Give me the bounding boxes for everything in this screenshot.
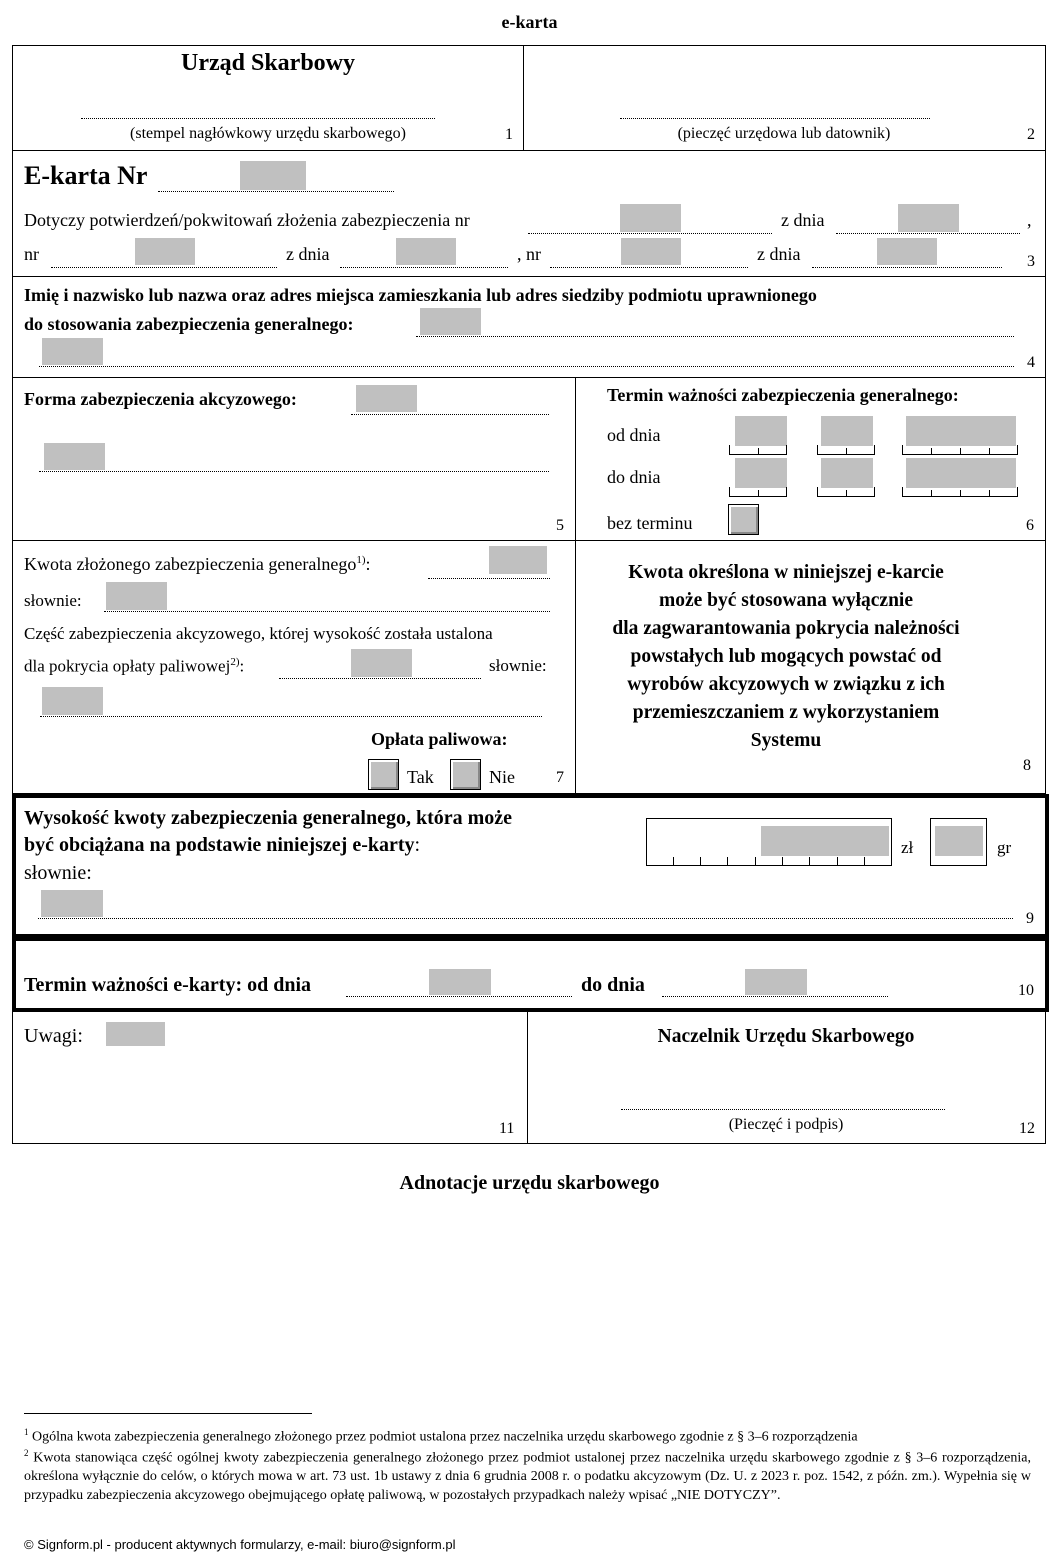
receipt-nr-1-line — [528, 233, 772, 234]
entity-address-field[interactable] — [42, 338, 103, 365]
annotations-heading: Adnotacje urzędu skarbowego — [399, 1172, 660, 1194]
validity-from-year-comb — [902, 445, 1018, 455]
security-form-field[interactable] — [356, 385, 417, 412]
validity-to-day-field[interactable] — [735, 458, 787, 488]
entity-label-line-1: Imię i nazwisko lub nazwa oraz adres miejsca zamieszkania lub adres siedziby podmiotu uprawnionego — [24, 285, 817, 305]
stamp-dotted-line — [81, 118, 435, 119]
from-date-label-3: z dnia — [757, 244, 801, 264]
section-number-4: 4 — [1027, 354, 1035, 371]
validity-from-day-comb — [729, 445, 787, 455]
validity-from-day-field[interactable] — [735, 416, 787, 446]
ecard-amount-in-words-field[interactable] — [41, 890, 103, 917]
validity-to-year-field[interactable] — [906, 458, 1016, 488]
entity-line-2 — [39, 366, 1014, 367]
signature-line — [621, 1109, 945, 1110]
validity-to-day-comb — [729, 487, 787, 497]
head-of-office-heading: Naczelnik Urzędu Skarbowego — [657, 1026, 915, 1047]
section-4-entity — [12, 276, 1046, 378]
section-number-3: 3 — [1027, 253, 1035, 270]
amount-field[interactable] — [489, 546, 547, 574]
document-title: e-karta — [501, 12, 558, 32]
from-date-label-1: z dnia — [781, 210, 825, 230]
grosz-amount-field[interactable] — [935, 826, 983, 856]
ecard-validity-to-label: do dnia — [581, 974, 645, 996]
ecard-validity-to-field[interactable] — [745, 969, 807, 995]
section-9-ecard-amount — [12, 794, 1049, 938]
validity-heading: Termin ważności zabezpieczenia generalnego: — [607, 385, 959, 405]
fuel-fee-yes-label: Tak — [407, 767, 434, 787]
fuel-part-field[interactable] — [351, 649, 412, 677]
comma: , — [1027, 210, 1032, 230]
receipt-nr-3-line — [550, 267, 748, 268]
footnote-1: $^1$ Ogólna kwota zabezpieczenia generalnego złożonego przez podmiot ustalona przez naczelnika urzędu skarbowego zgodnie z § 3–6 rozporządzenia — [24, 1427, 858, 1445]
notice-text: Kwota określona w niniejszej e-karcie może być stosowana wyłącznie dla zagwarantowania pokrycia należności powstałych lub mogących powstać od wyrobów akcyzowych w związku z ich przemieszczaniem z wykorzystaniem Systemu — [612, 562, 960, 751]
ecard-validity-to-line — [662, 996, 888, 997]
remarks-field[interactable] — [106, 1022, 165, 1046]
copyright-line: © Signform.pl - producent aktywnych formularzy, e-mail: biuro@signform.pl — [24, 1537, 456, 1552]
section-number-6: 6 — [1026, 517, 1034, 534]
validity-from-label: od dnia — [607, 425, 661, 445]
concerns-label: Dotyczy potwierdzeń/pokwitowań złożenia zabezpieczenia nr — [24, 210, 470, 230]
receipt-date-3-field[interactable] — [877, 238, 937, 265]
entity-name-field[interactable] — [420, 308, 481, 335]
section-11-remarks — [12, 1011, 528, 1144]
section-number-5: 5 — [556, 517, 564, 534]
ecard-amount-in-words-label: słownie: — [24, 862, 92, 884]
nr-label-2: nr — [24, 244, 39, 264]
receipt-date-2-field[interactable] — [396, 238, 456, 265]
section-7-amount — [12, 540, 576, 794]
zloty-amount-field[interactable] — [761, 826, 889, 856]
ecard-amount-in-words-line — [38, 918, 1013, 919]
section-2-official-seal — [523, 45, 1046, 151]
validity-to-month-comb — [817, 487, 875, 497]
receipt-date-3-line — [812, 267, 1002, 268]
fuel-fee-label: Opłata paliwowa: — [371, 729, 508, 749]
receipt-nr-2-field[interactable] — [135, 238, 195, 265]
ecard-number-line — [158, 191, 394, 192]
receipt-date-2-line — [340, 267, 508, 268]
ecard-validity-label: Termin ważności e-karty: od dnia — [24, 974, 312, 996]
security-form-extra-field[interactable] — [44, 443, 105, 470]
section-12-head-of-office — [527, 1011, 1046, 1144]
seal-caption: (pieczęć urzędowa lub datownik) — [677, 125, 891, 142]
ecard-amount-label-line-1: Wysokość kwoty zabezpieczenia generalnego, która może — [24, 807, 513, 829]
section-10-ecard-validity — [12, 937, 1049, 1012]
validity-from-year-field[interactable] — [906, 416, 1016, 446]
section-number-1: 1 — [505, 126, 513, 143]
section-5-security-form — [12, 377, 576, 541]
security-form-line-1 — [351, 414, 549, 415]
fuel-part-label-line-1: Część zabezpieczenia akcyzowego, której wysokość została ustalona — [24, 624, 493, 643]
fuel-fee-yes-checkbox[interactable] — [368, 759, 399, 790]
signature-caption: (Pieczęć i podpis) — [728, 1116, 844, 1133]
validity-from-month-comb — [817, 445, 875, 455]
section-number-8: 8 — [1023, 757, 1031, 774]
entity-line-1 — [416, 336, 1014, 337]
amount-label: Kwota złożonego zabezpieczenia generalnego$^{1)}$: — [24, 554, 371, 574]
ecard-validity-from-line — [346, 996, 572, 997]
fuel-part-in-words-field[interactable] — [42, 687, 103, 715]
validity-to-label: do dnia — [607, 467, 661, 487]
from-date-label-2: z dnia — [286, 244, 330, 264]
section-1-office-stamp — [12, 45, 524, 151]
fuel-fee-no-label: Nie — [489, 767, 515, 787]
section-number-9: 9 — [1026, 910, 1034, 927]
amount-line — [428, 578, 550, 579]
nr-label-3: , nr — [517, 244, 541, 264]
amount-in-words-field[interactable] — [106, 582, 167, 610]
fuel-part-line — [279, 678, 481, 679]
receipt-nr-1-field[interactable] — [620, 204, 681, 232]
ecard-validity-from-field[interactable] — [429, 969, 491, 995]
amount-in-words-label: słownie: — [24, 591, 82, 610]
section-number-12: 12 — [1019, 1120, 1035, 1137]
section-number-10: 10 — [1018, 982, 1034, 999]
stamp-caption: (stempel nagłówkowy urzędu skarbowego) — [130, 125, 406, 142]
receipt-nr-3-field[interactable] — [621, 238, 681, 265]
fuel-part-in-words-label: słownie: — [489, 656, 547, 675]
section-number-11: 11 — [499, 1120, 515, 1137]
grosz-amount-box — [930, 818, 987, 866]
section-8-notice — [575, 540, 1046, 794]
seal-dotted-line — [620, 118, 930, 119]
amount-in-words-line — [104, 611, 550, 612]
section-6-validity — [575, 377, 1046, 541]
receipt-nr-2-line — [51, 267, 277, 268]
zloty-amount-box — [646, 818, 892, 866]
entity-label-line-2: do stosowania zabezpieczenia generalnego: — [24, 314, 354, 334]
remarks-label: Uwagi: — [24, 1025, 83, 1047]
section-number-7: 7 — [556, 769, 564, 786]
grosz-label: gr — [997, 838, 1012, 857]
footnote-separator — [24, 1413, 312, 1414]
section-3-ecard-number — [12, 150, 1046, 277]
validity-to-month-field[interactable] — [821, 458, 873, 488]
security-form-line-2 — [39, 471, 549, 472]
ecard-amount-label-line-2: być obciążana na podstawie niniejszej e-karty: — [24, 834, 421, 856]
receipt-date-1-line — [836, 233, 1020, 234]
footnote-2: $^2$ Kwota stanowiąca część ogólnej kwoty zabezpieczenia generalnego złożonego przez podmiot ustalonej przez naczelnika urzędu skarbowego zgodnie z § 3–6 rozporządzenia, określona wyłącznie do celów, o których mowa w art. 73 ust. 1b ustawy z dnia 6 grudnia 2008 r. o podatku akcyzowym (Dz. U. z 2023 r. poz. 1542, z późn. zm.). Wypełnia się w przypadku zabezpieczenia akcyzowego obejmującego opłatę paliwową, w pozostałych przypadkach należy wpisać „NIE DOTYCZY”. — [24, 1448, 1032, 1503]
security-form-label: Forma zabezpieczenia akcyzowego: — [24, 389, 297, 409]
ecard-number-heading: E-karta Nr — [24, 161, 148, 190]
no-term-checkbox[interactable] — [728, 504, 759, 535]
no-term-label: bez terminu — [607, 513, 693, 533]
receipt-date-1-field[interactable] — [898, 204, 959, 232]
tax-office-heading: Urząd Skarbowy — [180, 50, 355, 76]
section-number-2: 2 — [1027, 126, 1035, 143]
fuel-part-label-line-2: dla pokrycia opłaty paliwowej$^{2)}$: — [24, 656, 245, 676]
zloty-label: zł — [901, 838, 914, 857]
validity-to-year-comb — [902, 487, 1018, 497]
validity-from-month-field[interactable] — [821, 416, 873, 446]
fuel-fee-no-checkbox[interactable] — [450, 759, 481, 790]
ecard-number-field[interactable] — [240, 161, 306, 190]
fuel-part-in-words-line — [40, 716, 542, 717]
